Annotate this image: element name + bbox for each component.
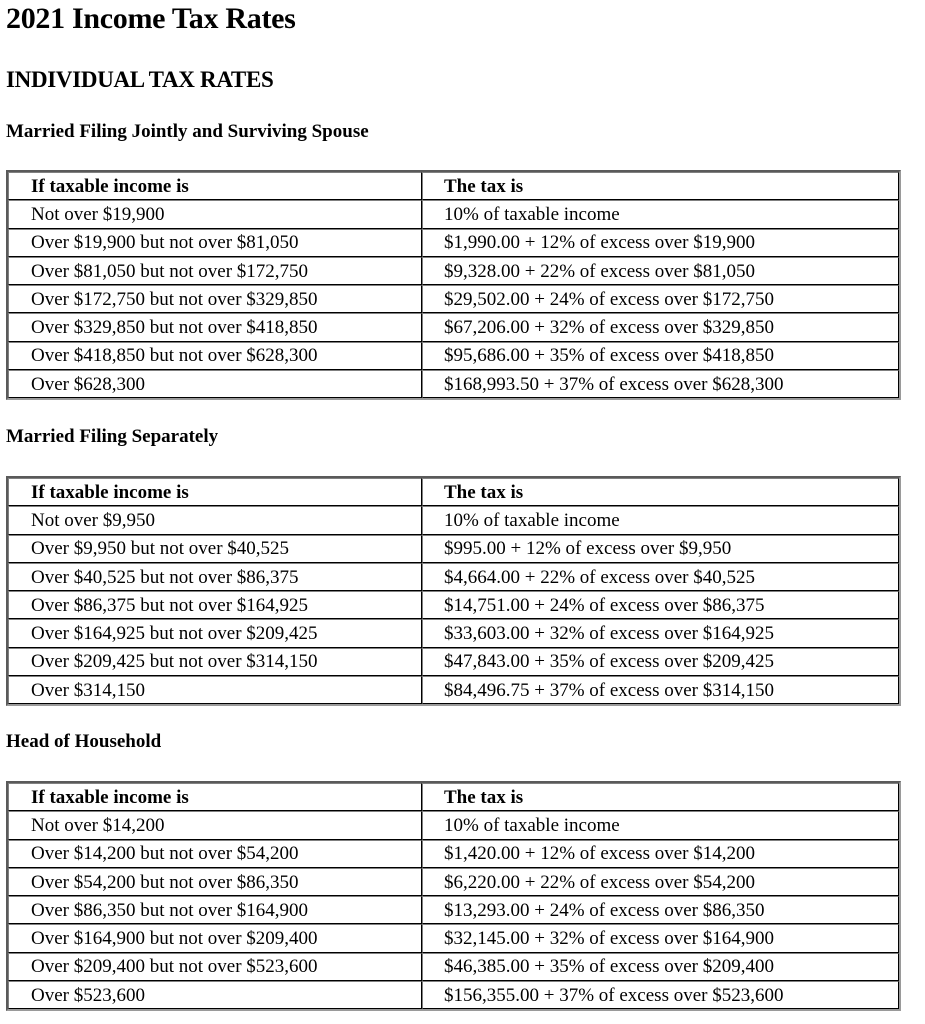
table-row bbox=[8, 342, 899, 370]
table-row bbox=[8, 200, 899, 228]
tax-amount-cell: $9,328.00 + 22% of excess over $81,050 bbox=[422, 257, 899, 285]
income-range-cell: Over $523,600 bbox=[8, 981, 422, 1009]
table-header-row bbox=[8, 478, 899, 506]
tax-amount-cell: $1,420.00 + 12% of excess over $14,200 bbox=[422, 840, 899, 868]
income-range-cell: Not over $9,950 bbox=[8, 506, 422, 534]
column-header-income: If taxable income is bbox=[8, 478, 422, 506]
table-row bbox=[8, 648, 899, 676]
table-row bbox=[8, 591, 899, 619]
table-row bbox=[8, 313, 899, 341]
income-range-cell: Over $209,425 but not over $314,150 bbox=[8, 648, 422, 676]
income-range-cell: Over $86,375 but not over $164,925 bbox=[8, 591, 422, 619]
tax-amount-cell: $14,751.00 + 24% of excess over $86,375 bbox=[422, 591, 899, 619]
table-row bbox=[8, 840, 899, 868]
table-row bbox=[8, 229, 899, 257]
tax-amount-cell: $32,145.00 + 32% of excess over $164,900 bbox=[422, 924, 899, 952]
tax-amount-cell: $168,993.50 + 37% of excess over $628,300 bbox=[422, 370, 899, 398]
tax-amount-cell: 10% of taxable income bbox=[422, 200, 899, 228]
tax-amount-cell: 10% of taxable income bbox=[422, 811, 899, 839]
income-range-cell: Not over $19,900 bbox=[8, 200, 422, 228]
tax-amount-cell: $46,385.00 + 35% of excess over $209,400 bbox=[422, 953, 899, 981]
income-range-cell: Over $418,850 but not over $628,300 bbox=[8, 342, 422, 370]
income-range-cell: Over $19,900 but not over $81,050 bbox=[8, 229, 422, 257]
column-header-tax: The tax is bbox=[422, 172, 899, 200]
table-row bbox=[8, 285, 899, 313]
page-title: 2021 Income Tax Rates bbox=[6, 2, 296, 35]
table-row bbox=[8, 811, 899, 839]
table-row bbox=[8, 676, 899, 704]
tax-amount-cell: $47,843.00 + 35% of excess over $209,425 bbox=[422, 648, 899, 676]
column-header-tax: The tax is bbox=[422, 478, 899, 506]
income-range-cell: Not over $14,200 bbox=[8, 811, 422, 839]
table-row bbox=[8, 257, 899, 285]
income-range-cell: Over $329,850 but not over $418,850 bbox=[8, 313, 422, 341]
tax-table-married-jointly bbox=[6, 170, 901, 400]
tax-amount-cell: $29,502.00 + 24% of excess over $172,750 bbox=[422, 285, 899, 313]
column-header-income: If taxable income is bbox=[8, 172, 422, 200]
tax-amount-cell: $33,603.00 + 32% of excess over $164,925 bbox=[422, 619, 899, 647]
tax-amount-cell: $1,990.00 + 12% of excess over $19,900 bbox=[422, 229, 899, 257]
column-header-income: If taxable income is bbox=[8, 783, 422, 811]
tax-amount-cell: $84,496.75 + 37% of excess over $314,150 bbox=[422, 676, 899, 704]
tax-amount-cell: $6,220.00 + 22% of excess over $54,200 bbox=[422, 868, 899, 896]
tax-table-head-of-household bbox=[6, 781, 901, 1011]
table-row bbox=[8, 535, 899, 563]
table-header-row bbox=[8, 783, 899, 811]
income-range-cell: Over $164,900 but not over $209,400 bbox=[8, 924, 422, 952]
tax-amount-cell: $67,206.00 + 32% of excess over $329,850 bbox=[422, 313, 899, 341]
tax-amount-cell: $13,293.00 + 24% of excess over $86,350 bbox=[422, 896, 899, 924]
table-heading-head-of-household: Head of Household bbox=[6, 731, 162, 752]
income-range-cell: Over $9,950 but not over $40,525 bbox=[8, 535, 422, 563]
table-row bbox=[8, 506, 899, 534]
table-row bbox=[8, 896, 899, 924]
income-range-cell: Over $40,525 but not over $86,375 bbox=[8, 563, 422, 591]
table-row bbox=[8, 981, 899, 1009]
income-range-cell: Over $314,150 bbox=[8, 676, 422, 704]
tax-table-married-separately bbox=[6, 476, 901, 706]
tax-amount-cell: $156,355.00 + 37% of excess over $523,600 bbox=[422, 981, 899, 1009]
income-range-cell: Over $172,750 but not over $329,850 bbox=[8, 285, 422, 313]
income-range-cell: Over $628,300 bbox=[8, 370, 422, 398]
table-row bbox=[8, 619, 899, 647]
income-range-cell: Over $81,050 but not over $172,750 bbox=[8, 257, 422, 285]
table-heading-married-separately: Married Filing Separately bbox=[6, 426, 219, 447]
income-range-cell: Over $54,200 but not over $86,350 bbox=[8, 868, 422, 896]
income-range-cell: Over $14,200 but not over $54,200 bbox=[8, 840, 422, 868]
table-row bbox=[8, 868, 899, 896]
table-row bbox=[8, 953, 899, 981]
table-heading-married-jointly: Married Filing Jointly and Surviving Spouse bbox=[6, 121, 369, 142]
tax-amount-cell: 10% of taxable income bbox=[422, 506, 899, 534]
section-heading: INDIVIDUAL TAX RATES bbox=[6, 67, 274, 92]
column-header-tax: The tax is bbox=[422, 783, 899, 811]
income-range-cell: Over $209,400 but not over $523,600 bbox=[8, 953, 422, 981]
tax-amount-cell: $95,686.00 + 35% of excess over $418,850 bbox=[422, 342, 899, 370]
table-row bbox=[8, 924, 899, 952]
income-range-cell: Over $86,350 but not over $164,900 bbox=[8, 896, 422, 924]
table-header-row bbox=[8, 172, 899, 200]
tax-amount-cell: $4,664.00 + 22% of excess over $40,525 bbox=[422, 563, 899, 591]
table-row bbox=[8, 563, 899, 591]
table-row bbox=[8, 370, 899, 398]
tax-amount-cell: $995.00 + 12% of excess over $9,950 bbox=[422, 535, 899, 563]
income-range-cell: Over $164,925 but not over $209,425 bbox=[8, 619, 422, 647]
